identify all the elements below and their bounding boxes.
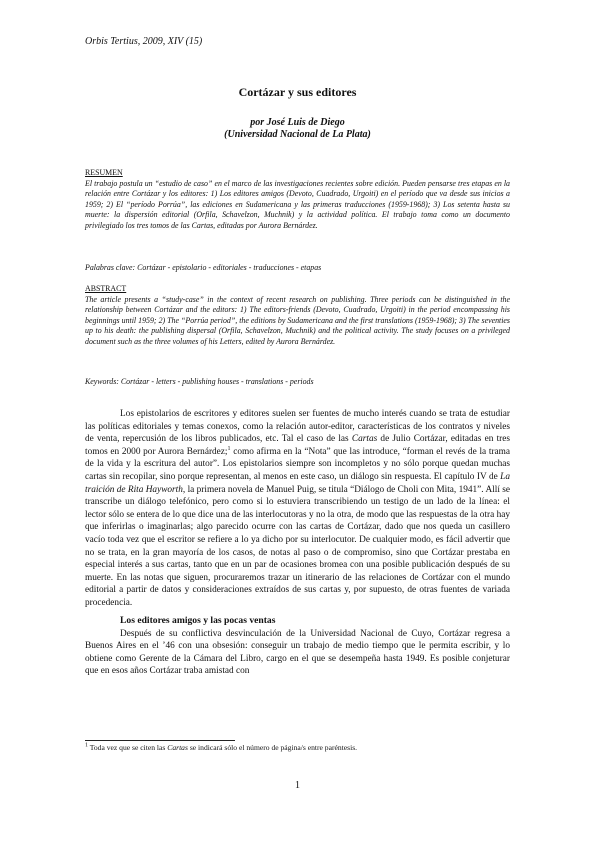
body-text: [85, 408, 510, 678]
p1-text-c: como afirma en la “Nota” que las introduce, “forman el revés de la trama de la vida y la escritura del autor”. Los epistolarios siempre son incompletos y no sólo porque quedan muchas cartas sin recopilar, sino porque representan, al menos en este caso, un diálogo sin respuesta. El capítulo IV de: [85, 446, 510, 482]
author-affiliation: (Universidad Nacional de La Plata): [224, 129, 371, 140]
body-paragraph-1: [85, 408, 510, 610]
resumen-section: [85, 168, 510, 232]
footnote-cartas-italic: Cartas: [167, 743, 188, 752]
abstract-heading: ABSTRACT: [85, 284, 127, 293]
keywords: Keywords: Cortázar - letters - publishing houses - translations - periods: [85, 377, 314, 386]
article-title: Cortázar y sus editores: [238, 85, 357, 99]
abstract-section: [85, 284, 510, 348]
p1-cartas-italic: Cartas: [351, 434, 378, 445]
author-name: por José Luis de Diego: [250, 117, 345, 128]
footnote-rule: [85, 740, 235, 741]
running-head: Orbis Tertius, 2009, XIV (15): [85, 36, 203, 47]
palabras-clave: Palabras clave: Cortázar - epistolario - editoriales - traducciones - etapas: [85, 263, 322, 272]
p1-text-d: , la primera novela de Manuel Puig, se titula “Diálogo de Choli con Mita, 1941”. Allí se transcribe un diálogo telefónico, pero como si lo estuviera transcribiendo un testigo de un lado de la línea: el lector sólo se entera de lo que dice una de las interlocutoras y no la otra, de modo que las respuestas de la otra hay que inferirlas o imaginarlas; algo parecido ocurre con las cartas de Cortázar, dado que nos queda un casillero vacío toda vez que el escritor se refiere a lo ya dicho por su interlocutor. De cualquier modo, es fácil advertir que no se trata, en la gran mayoría de los casos, de notas al paso o de compromiso, sino que Cortázar prestaba en especial interés a sus cartas, tanto que en un par de ocasiones bromea con una posible publicación después de su muerte. En las notas que siguen, procuraremos trazar un itinerario de las relaciones de Cortázar con el mundo editorial a partir de datos y consideraciones extraídos de sus cartas y, por supuesto, de otras fuentes de variada procedencia.: [85, 484, 511, 608]
author-block: [85, 117, 510, 141]
body-paragraph-2: Después de su conflictiva desvinculación de la Universidad Nacional de Cuyo, Cortázar regresa a Buenos Aires en el ’46 con una obsesión: conseguir un trabajo de medio tiempo que le permita escribir, y lo obtiene como Gerente de la Cámara del Libro, cargo en el que se desempeña hasta 1949. Es posible conjeturar que en esos años Cortázar traba amistad con: [85, 628, 510, 677]
resumen-heading: RESUMEN: [85, 168, 123, 177]
footnote-text-a: Toda vez que se citen las: [88, 743, 168, 752]
abstract-text: The article presents a “study-case” in the context of recent research on publishing. Three periods can be distinguished in the relationship between Cortázar and the editors: 1) The editors-friends (Devoto, Cuadrado, Urgoiti) in the period encompassing his beginnings until 1959; 2) The “Porrúa period”, the editions by Sudamericana and the first translations (1959-1968); 3) The seventies up to his death: the publishing dispersal (Orfila, Schavelzon, Muchnik) and the political activity. The study focuses on a privileged document such as the three volumes of his Letters, edited by Aurora Bernárdez.: [85, 294, 510, 346]
footnote-reference[interactable]: 1: [227, 445, 231, 452]
page-number: 1: [295, 780, 300, 791]
resumen-text: El trabajo postula un “estudio de caso” en el marco de las investigaciones recientes sobre edición. Pueden pensarse tres etapas en la relación entre Cortázar y los editores: 1) Los editores amigos (Devoto, Cuadrado, Urgoiti) en el período que va desde sus inicios a 1959; 2) El “período Porrúa”, las ediciones en Sudamericana y las primeras traducciones (1959-1968); 3) Los setenta hasta su muerte: la dispersión editorial (Orfila, Schavelzon, Muchnik) y la actividad política. El trabajo toma como un documento privilegiado los tres tomos de las Cartas, editadas por Aurora Bernárdez.: [85, 178, 510, 230]
p1-novel-title: La traición de Rita Hayworth: [85, 471, 510, 495]
footnote: [85, 743, 510, 753]
p1-text-b: de Julio Cortázar, editadas en tres tomos en 2000 por Aurora Bernárdez;: [85, 434, 510, 457]
footnote-text-b: se indicará sólo el número de página/s entre paréntesis.: [187, 743, 358, 752]
footnote-number: 1: [85, 742, 88, 749]
section-heading: Los editores amigos y las pocas ventas: [120, 614, 276, 626]
p1-text-a: Los epistolarios de escritores y editores suelen ser fuentes de mucho interés cuando se trata de estudiar las políticas editoriales y temas conexos, como la relación autor-editor, características de los contratos y niveles de venta, repercusión de los libros publicados, etc. Tal el caso de las: [85, 409, 510, 445]
